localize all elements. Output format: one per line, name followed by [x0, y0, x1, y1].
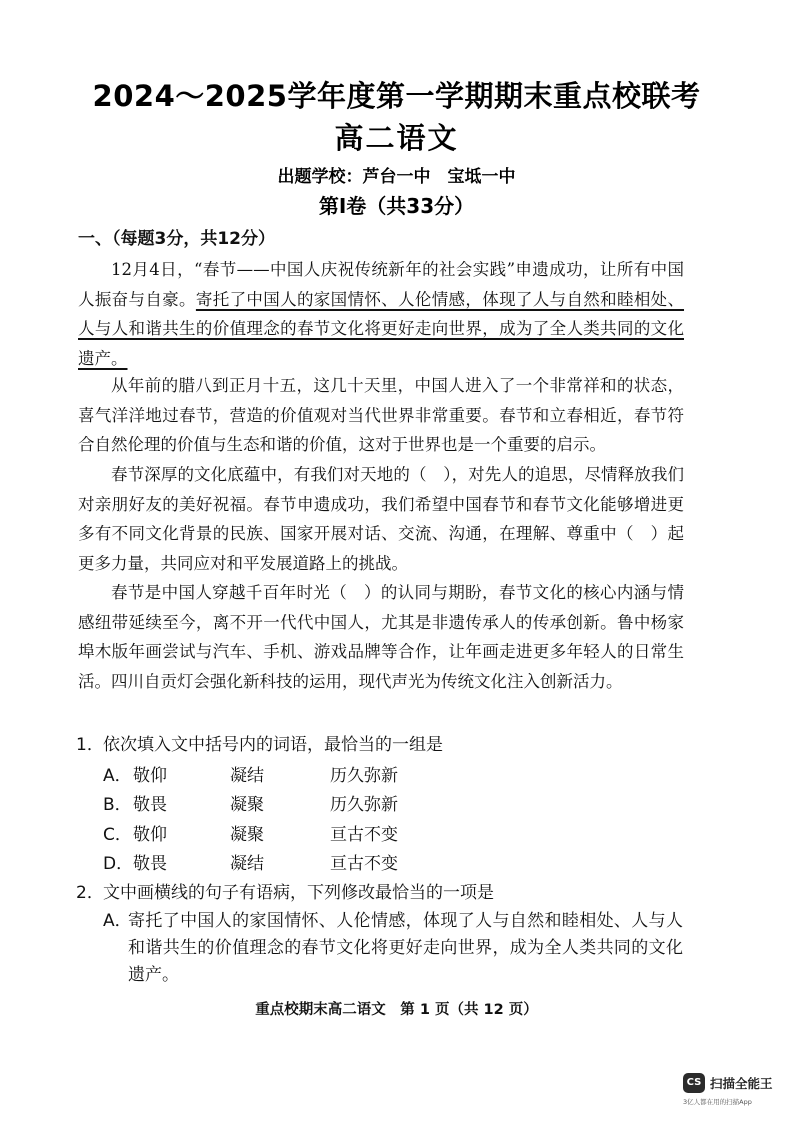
- question-2-option-a: [103, 908, 683, 989]
- question-number: 2．: [76, 883, 104, 903]
- passage-paragraph-2: 从年前的腊八到正月十五，这几十天里，中国人进入了一个非常祥和的状态，喜气洋洋地过春节，营造的价值观对当代世界非常重要。春节和立春相近，春节符合自然伦理的价值与生态和谐的价值，这对于世界也是一个重要的启示。: [78, 376, 684, 454]
- option-letter: B．: [103, 795, 132, 815]
- passage-paragraph-1: [78, 255, 684, 373]
- option-word-3: 历久弥新: [330, 795, 398, 815]
- passage-paragraph-4: 春节是中国人穿越千百年时光（ ）的认同与期盼，春节文化的核心内涵与情感纽带延续至今，离不开一代代中国人，尤其是非遗传承人的传承创新。鲁中杨家埠木版年画尝试与汽车、手机、游戏品牌等合作，让年画走进更多年轻人的日常生活。四川自贡灯会强化新科技的运用，现代声光为传统文化注入创新活力。: [78, 583, 684, 691]
- option-word-2: 凝聚: [230, 795, 264, 815]
- camscanner-logo-icon: CS: [683, 1073, 705, 1093]
- underlined-sentence: 寄托了中国人的家国情怀、人伦情感，体现了人与自然和睦相处、人与人和谐共生的价值理念的春节文化将更好走向世界，成为了全人类共同的文化遗产。: [78, 289, 685, 368]
- option-word-3: 亘古不变: [330, 825, 398, 845]
- option-word-2: 凝结: [230, 766, 264, 786]
- option-letter: A．: [103, 911, 132, 931]
- paragraph-lead-text: 12月4日，“春节——中国人庆祝传统新年的社会实践”申遗成功，让所有中国人振奋与自豪。: [78, 260, 684, 309]
- passage-paragraph-3: 春节深厚的文化底蕴中，有我们对天地的（ ），对先人的追思，尽情释放我们对亲朋好友的美好祝福。春节申遗成功，我们希望中国春节和春节文化能够增进更多有不同文化背景的民族、国家开展对话、交流、沟通，在理解、尊重中（ ）起更多力量，共同应对和平发展道路上的挑战。: [78, 465, 684, 573]
- option-word-1: 敬畏: [133, 795, 167, 815]
- question-text: 依次填入文中括号内的词语，最恰当的一组是: [103, 735, 443, 755]
- option-text: 寄托了中国人的家国情怀、人伦情感，体现了人与自然和睦相处、人与人和谐共生的价值理念的春节文化将更好走向世界，成为全人类共同的文化遗产。: [128, 911, 683, 985]
- option-word-2: 凝聚: [230, 825, 264, 845]
- option-word-1: 敬畏: [133, 854, 167, 874]
- subject-title: 高二语文: [334, 121, 459, 155]
- option-word-1: 敬仰: [133, 766, 167, 786]
- section-heading: 一、（每题3分，共12分）: [78, 229, 275, 249]
- schools-line: 出题学校：芦台一中 宝坻一中: [277, 167, 516, 187]
- question-2-stem: [76, 878, 494, 903]
- volume-heading: 第Ⅰ卷（共33分）: [318, 194, 475, 218]
- question-1-stem: [76, 730, 443, 755]
- watermark-app-name: 扫描全能王: [710, 1076, 773, 1091]
- option-letter: C．: [103, 825, 132, 845]
- option-word-2: 凝结: [230, 854, 264, 874]
- page-footer: 重点校期末高二语文 第 1 页（共 12 页）: [255, 1002, 538, 1018]
- option-word-3: 历久弥新: [330, 766, 398, 786]
- question-number: 1．: [76, 735, 104, 755]
- scanner-watermark: [683, 1073, 791, 1113]
- option-letter: D．: [103, 854, 134, 874]
- option-word-1: 敬仰: [133, 825, 167, 845]
- option-letter: A．: [103, 766, 132, 786]
- exam-title: 2024～2025学年度第一学期期末重点校联考: [92, 79, 701, 113]
- question-text: 文中画横线的句子有语病，下列修改最恰当的一项是: [103, 883, 494, 903]
- option-word-3: 亘古不变: [330, 854, 398, 874]
- watermark-tagline: 3亿人都在用的扫描App: [683, 1098, 752, 1106]
